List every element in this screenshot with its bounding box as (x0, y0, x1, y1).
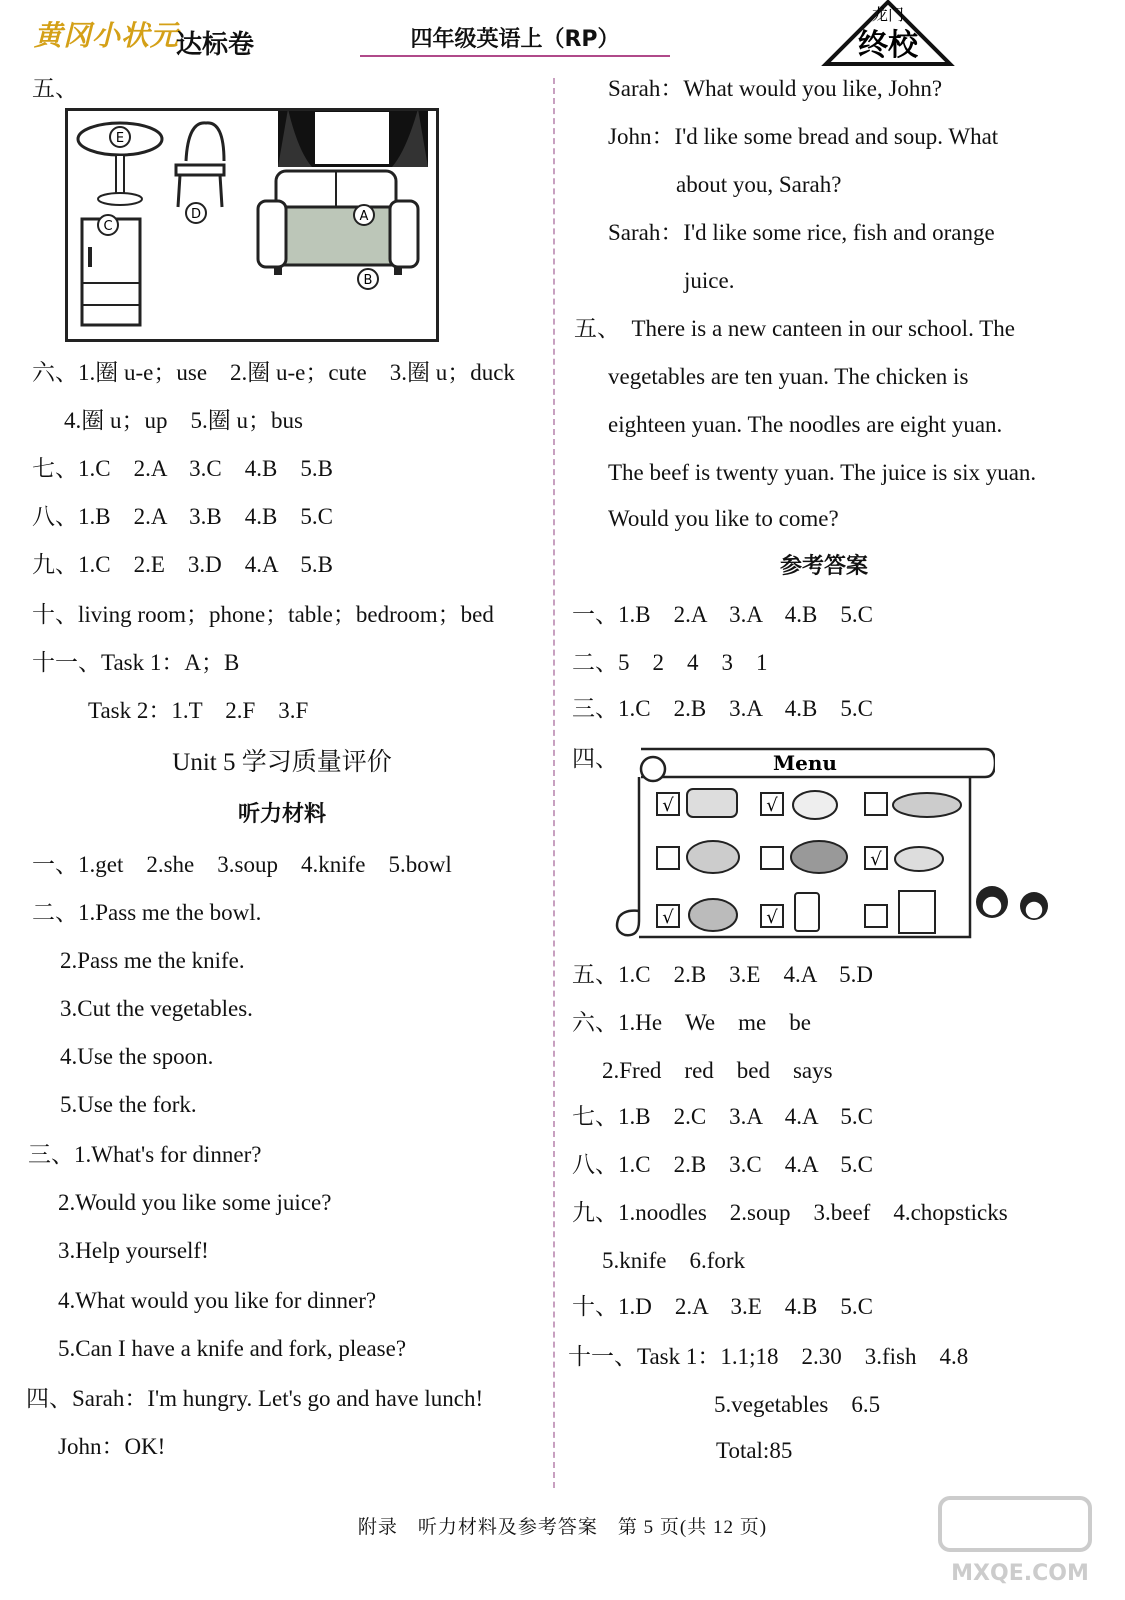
answer-line: 一、1.B 2.A 3.A 4.B 5.C (572, 602, 873, 627)
passage-line: Would you like to come? (608, 506, 839, 531)
bread-icon (687, 789, 737, 817)
answer-line: 四、Sarah：I'm hungry. Let's go and have lunch! (26, 1386, 484, 1411)
label-a: A (359, 209, 369, 224)
answer-line: 二、5 2 4 3 1 (572, 650, 768, 675)
answer-line: 七、1.C 2.A 3.C 4.B 5.B (32, 456, 333, 481)
answer-line: 2.Fred red bed says (602, 1058, 833, 1083)
dialog-line: juice. (684, 268, 735, 293)
answer-line: 十一、Task 1：A；B (32, 650, 240, 675)
section-5-label: 五、 (32, 76, 78, 101)
label-b: B (363, 273, 373, 288)
section-4-label: 四、 (572, 746, 618, 771)
menu-check: √ (662, 795, 674, 816)
label-d: D (190, 207, 202, 222)
menu-check: √ (662, 907, 674, 928)
menu-scroll (615, 745, 995, 940)
answer-line: 5.Can I have a knife and fork, please? (58, 1336, 407, 1361)
juice-icon (795, 893, 819, 931)
answer-line: 十、1.D 2.A 3.E 4.B 5.C (572, 1294, 873, 1319)
fish-dish-icon (893, 793, 961, 817)
answer-line: Task 2：1.T 2.F 3.F (88, 698, 309, 723)
passage-line: eighteen yuan. The noodles are eight yuan. (608, 412, 1003, 437)
milk-icon (899, 891, 935, 933)
book-title: 四年级英语上（RP） (360, 22, 670, 57)
answer-line: 二、1.Pass me the bowl. (32, 900, 262, 925)
answer-line: 六、1.圈 u-e；use 2.圈 u-e；cute 3.圈 u；duck (32, 360, 515, 385)
answer-line: 5.vegetables 6.5 (714, 1392, 881, 1417)
answer-line: 一、1.get 2.she 3.soup 4.knife 5.bowl (32, 852, 452, 877)
answer-line: 3.Cut the vegetables. (60, 996, 253, 1021)
menu-check: √ (870, 849, 882, 870)
answer-line: 九、1.noodles 2.soup 3.beef 4.chopsticks (572, 1200, 1008, 1225)
brand-name: 黄冈小状元 (34, 19, 180, 52)
answer-line: 六、1.He We me be (572, 1010, 811, 1035)
menu-check: √ (766, 795, 778, 816)
answer-line: 三、1.What's for dinner? (28, 1142, 262, 1167)
answer-key-title: 参考答案 (779, 554, 868, 579)
menu-title: Menu (773, 751, 837, 775)
answer-line: 2.Pass me the knife. (60, 948, 245, 973)
answer-line: 七、1.B 2.C 3.A 4.A 5.C (572, 1104, 873, 1129)
passage-line: 五、 There is a new canteen in our school. The (574, 316, 1015, 341)
label-e: E (115, 131, 125, 146)
dialog-line: Sarah：What would you like, John? (608, 76, 943, 101)
menu-check: √ (766, 907, 778, 928)
watermark-text: MXQE.COM (951, 1561, 1089, 1586)
column-divider (553, 78, 555, 1488)
answer-line: 五、1.C 2.B 3.E 4.A 5.D (572, 962, 873, 987)
watermark (930, 1490, 1110, 1590)
passage-line: The beef is twenty yuan. The juice is six yuan. (608, 460, 1037, 485)
answer-line: Total:85 (716, 1438, 793, 1463)
soup-icon (689, 899, 737, 931)
answer-line: 5.Use the fork. (60, 1092, 197, 1117)
answer-line: 十一、Task 1：1.1;18 2.30 3.fish 4.8 (568, 1344, 969, 1369)
rice-icon (793, 791, 837, 819)
label-c: C (103, 219, 113, 234)
answer-line: 九、1.C 2.E 3.D 4.A 5.B (32, 552, 333, 577)
answer-line: 2.Would you like some juice? (58, 1190, 332, 1215)
page-header (0, 0, 1125, 72)
page-footer: 附录 听力材料及参考答案 第 5 页(共 12 页) (357, 1517, 768, 1538)
answer-line: 3.Help yourself! (58, 1238, 209, 1263)
brand-subtitle: 达标卷 (176, 30, 255, 60)
logo-top-text: 龙门 (871, 5, 905, 24)
answer-line: 5.knife 6.fork (602, 1248, 746, 1273)
answer-line: 八、1.C 2.B 3.C 4.A 5.C (572, 1152, 873, 1177)
dialog-line: Sarah：I'd like some rice, fish and orange (608, 220, 995, 245)
answer-line: 4.圈 u；up 5.圈 u；bus (64, 408, 303, 433)
vegetables-icon (791, 841, 847, 873)
longmen-logo (818, 0, 958, 66)
answer-line: 4.Use the spoon. (60, 1044, 214, 1069)
listening-title: 听力材料 (237, 802, 326, 827)
room-scene-drawing (68, 111, 436, 339)
answer-line: 4.What would you like for dinner? (58, 1288, 377, 1313)
answer-line: 八、1.B 2.A 3.B 4.B 5.C (32, 504, 333, 529)
unit-title: Unit 5 学习质量评价 (172, 749, 392, 776)
answer-line: John：OK! (58, 1434, 166, 1459)
logo-main-text: 终校 (858, 28, 918, 63)
dialog-line: about you, Sarah? (676, 172, 842, 197)
fish-icon (895, 847, 943, 871)
dialog-line: John：I'd like some bread and soup. What (608, 124, 999, 149)
answer-line: 十、living room；phone；table；bedroom；bed (32, 602, 494, 627)
noodles-icon (687, 841, 739, 873)
children-icon (972, 880, 1062, 940)
passage-line: vegetables are ten yuan. The chicken is (608, 364, 969, 389)
answer-line: 三、1.C 2.B 3.A 4.B 5.C (572, 696, 873, 721)
room-scene-picture (65, 108, 439, 342)
